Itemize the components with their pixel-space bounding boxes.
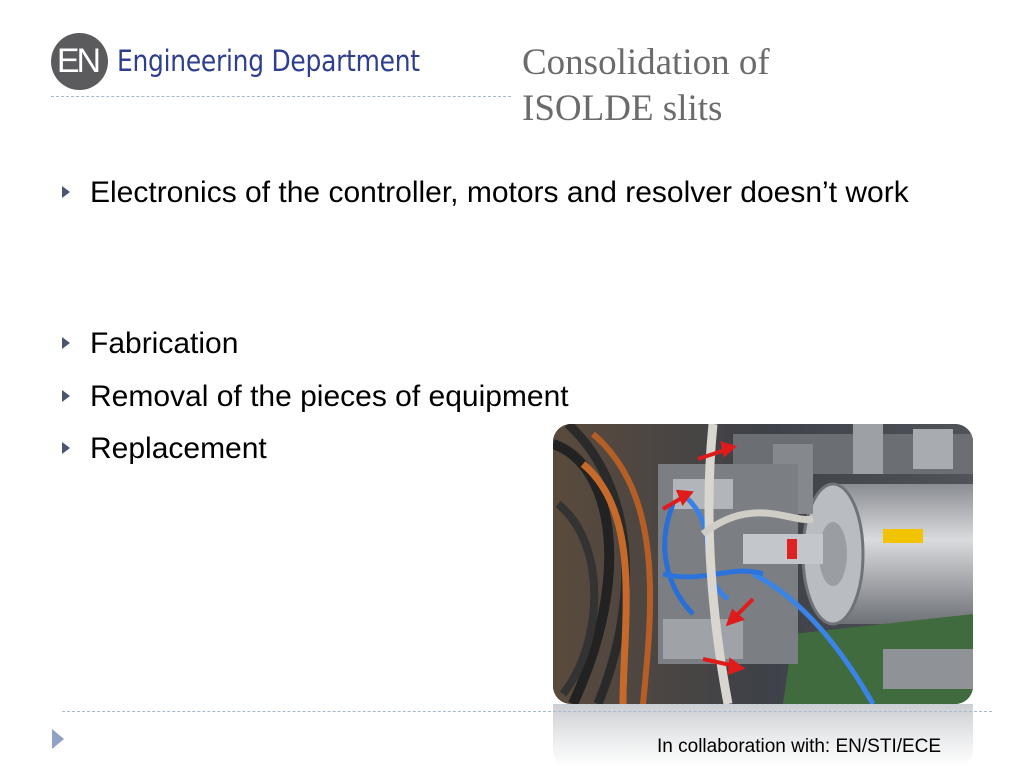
bullet-arrow-icon [62,186,70,198]
bullet-arrow-icon [62,390,70,402]
footer-divider [62,711,992,712]
bullet-text: Electronics of the controller, motors and resolver doesn’t work [90,176,909,209]
bullet-arrow-icon [62,337,70,349]
bullet-text: Removal of the pieces of equipment [90,380,569,413]
header-divider [51,96,511,97]
slide-title-line-1: Consolidation of [522,42,770,83]
bullet-item [62,170,970,215]
slide-title-line-2: ISOLDE slits [522,88,723,129]
en-logo-circle [51,33,108,90]
next-slide-arrow-icon[interactable] [52,729,64,749]
logo-text: EN [56,42,99,80]
equipment-photo [553,424,973,704]
bullet-arrow-icon [62,442,70,454]
equipment-photo-drawing [553,424,973,704]
bullet-text: Replacement [90,432,267,465]
bullet-text: Fabrication [90,327,239,360]
bullet-item [62,374,970,419]
collaboration-note: In collaboration with: EN/STI/ECE [657,736,942,757]
bullet-item [62,321,970,366]
department-name: Engineering Department [117,44,420,78]
slide-title [522,40,922,132]
